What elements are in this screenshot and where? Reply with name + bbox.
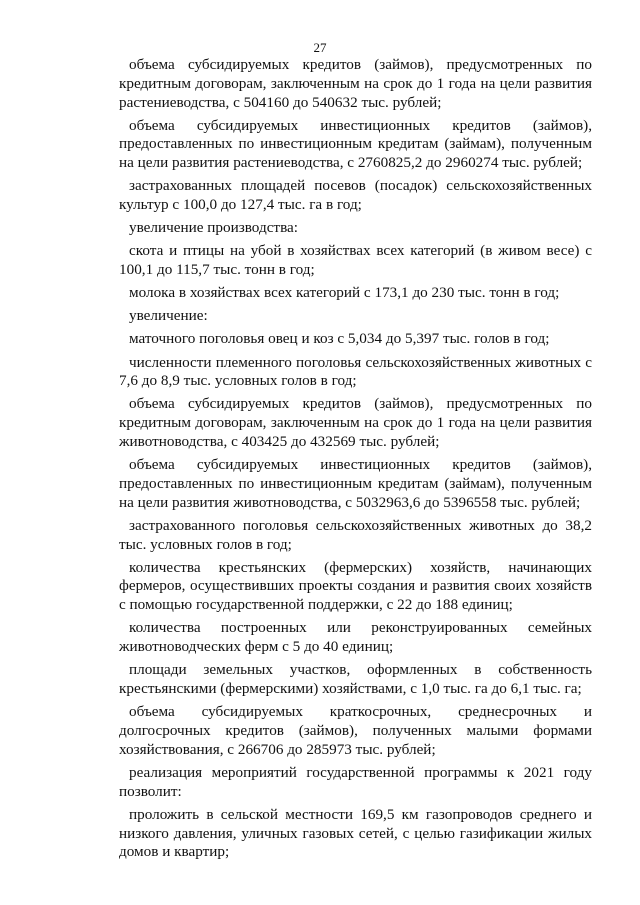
paragraph: объема субсидируемых инвестиционных кредитов (займов), предоставленных по инвестиционным кредитам (займам), полученным на цели развития растениеводства, с 2760825,2 до 2960274 тыс. рублей; bbox=[119, 116, 592, 172]
paragraph: застрахованных площадей посевов (посадок) сельскохозяйственных культур с 100,0 до 127,4 тыс. га в год; bbox=[119, 177, 592, 214]
paragraph: объема субсидируемых инвестиционных кредитов (займов), предоставленных по инвестиционным кредитам (займам), полученным на цели развития животноводства, с 5032963,6 до 5396558 тыс. рублей; bbox=[119, 456, 592, 511]
paragraph: увеличение: bbox=[129, 307, 208, 325]
paragraph: скота и птицы на убой в хозяйствах всех категорий (в живом весе) с 100,1 до 115,7 тыс. тонн в год; bbox=[119, 242, 592, 279]
paragraph: застрахованного поголовья сельскохозяйственных животных до 38,2 тыс. условных голов в год; bbox=[119, 516, 592, 553]
paragraph: количества построенных или реконструированных семейных животноводческих ферм с 5 до 40 единиц; bbox=[119, 619, 592, 656]
paragraph: количества крестьянских (фермерских) хозяйств, начинающих фермеров, осуществивших проекты создания и развития своих хозяйств с помощью государственной поддержки, с 22 до 188 единиц; bbox=[119, 558, 592, 614]
paragraph: объема субсидируемых краткосрочных, среднесрочных и долгосрочных кредитов (займов), полученных малыми формами хозяйствования, с 266706 до 285973 тыс. рублей; bbox=[119, 703, 592, 758]
paragraph: численности племенного поголовья сельскохозяйственных животных с 7,6 до 8,9 тыс. условных голов в год; bbox=[119, 353, 592, 390]
paragraph: объема субсидируемых кредитов (займов), предусмотренных по кредитным договорам, заключенным на срок до 1 года на цели развития растениеводства, с 504160 до 540632 тыс. рублей; bbox=[119, 56, 592, 111]
paragraph: проложить в сельской местности 169,5 км газопроводов среднего и низкого давления, уличных газовых сетей, с целью газификации жилых домов и квартир; bbox=[119, 805, 592, 861]
paragraph: объема субсидируемых кредитов (займов), предусмотренных по кредитным договорам, заключенным на срок до 1 года на цели развития животноводства, с 403425 до 432569 тыс. рублей; bbox=[119, 395, 592, 451]
page-number: 27 bbox=[313, 40, 327, 55]
paragraph: молока в хозяйствах всех категорий с 173,1 до 230 тыс. тонн в год; bbox=[129, 284, 560, 302]
paragraph: реализация мероприятий государственной программы к 2021 году позволит: bbox=[119, 763, 592, 800]
paragraph: маточного поголовья овец и коз с 5,034 до 5,397 тыс. голов в год; bbox=[129, 330, 550, 348]
paragraph: увеличение производства: bbox=[129, 219, 298, 237]
paragraph: площади земельных участков, оформленных в собственность крестьянскими (фермерскими) хозяйствами, с 1,0 тыс. га до 6,1 тыс. га; bbox=[119, 661, 592, 698]
body-text bbox=[119, 56, 592, 866]
